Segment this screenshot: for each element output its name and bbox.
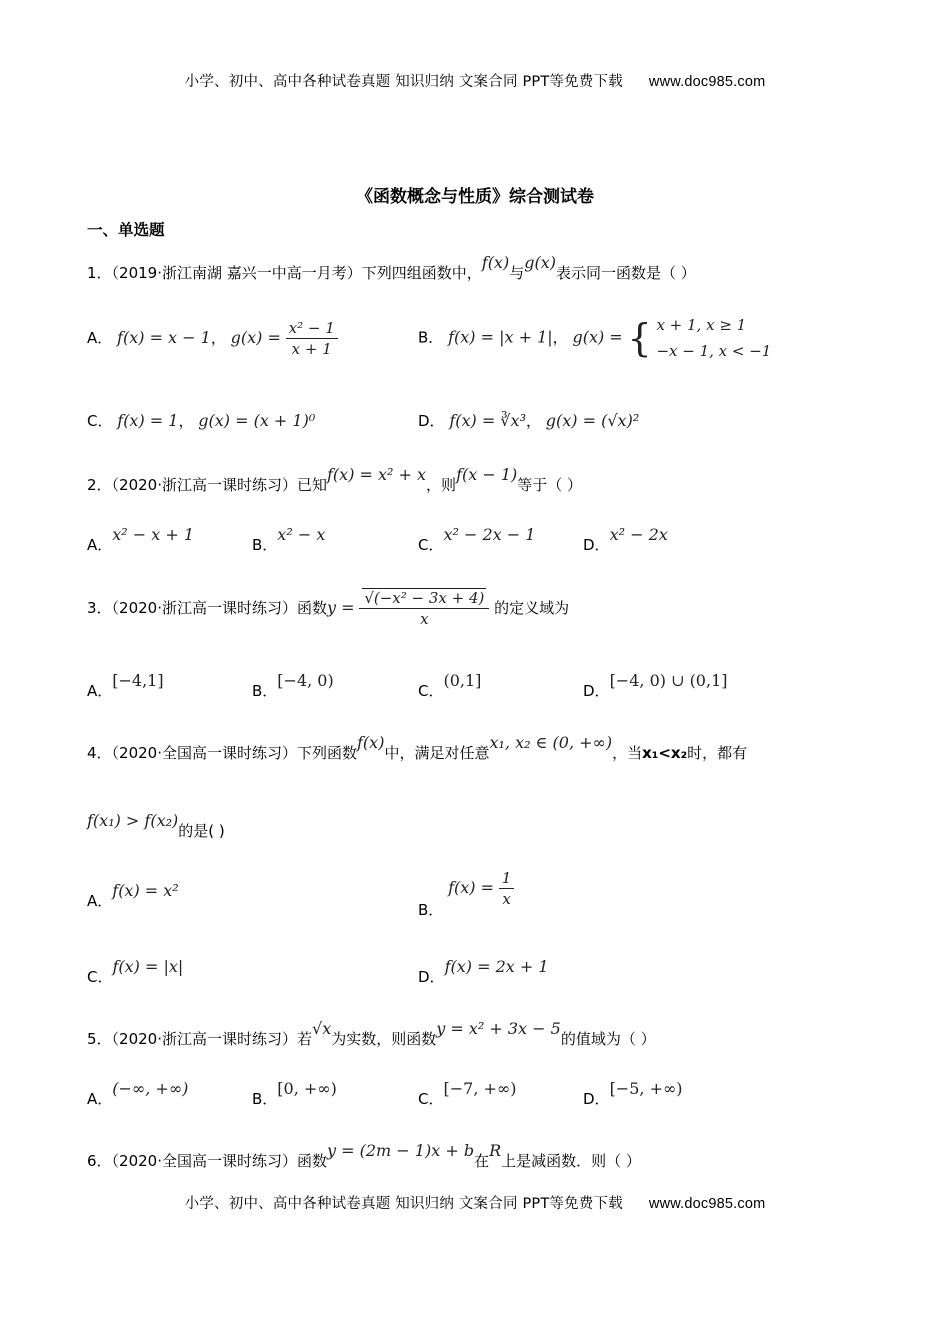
question-1-option-a[interactable]: A． f(x) = x − 1， g(x) = $\frac{\text{x² − 1}}{x + 1}$: [87, 318, 338, 359]
left-brace: {: [627, 316, 652, 360]
question-2-option-d[interactable]: D．x² − 2x: [583, 525, 668, 554]
math-g: g(x): [524, 253, 556, 272]
question-4-option-b[interactable]: B． f(x) = $\frac{1}{x}$: [418, 868, 514, 909]
question-5-option-b[interactable]: B．[0, +∞): [252, 1079, 337, 1108]
question-3-option-c[interactable]: C．(0,1]: [418, 671, 482, 700]
question-2-option-c[interactable]: C．x² − 2x − 1: [418, 525, 536, 554]
question-4-stem-cont: f(x₁) > f(x₂)的是( ): [87, 811, 225, 840]
question-3-option-b[interactable]: B．[−4, 0): [252, 671, 334, 700]
question-2-option-a[interactable]: A．x² − x + 1: [87, 525, 195, 554]
question-5-option-a[interactable]: A．(−∞, +∞): [87, 1079, 189, 1108]
question-6-stem: 6．（2020·全国高一课时练习）函数y = (2m − 1)x + b在R上是减函数．则（ ）: [87, 1141, 641, 1170]
question-1-option-d[interactable]: D． f(x) = ∛x³， g(x) = (√x)²: [418, 411, 640, 430]
question-4-stem: 4．（2020·全国高一课时练习）下列函数f(x)中，满足对任意x₁, x₂ ∈ (0, +∞)，当x₁<x₂时，都有: [87, 733, 748, 762]
question-1-option-c[interactable]: C． f(x) = 1， g(x) = (x + 1)⁰: [87, 411, 316, 430]
question-1-stem: 1．（2019·浙江南湖 嘉兴一中高一月考）下列四组函数中，f(x)与g(x)表示同一函数是（ ）: [87, 253, 696, 282]
question-2-stem: 2．（2020·浙江高一课时练习）已知f(x) = x² + x，则f(x − 1)等于（ ）: [87, 465, 583, 494]
question-4-option-d[interactable]: D．f(x) = 2x + 1: [418, 957, 549, 986]
page-header: [0, 70, 950, 91]
question-4-option-c[interactable]: C．f(x) = |x|: [87, 957, 184, 986]
fraction: $\frac{1}{x}$: [499, 868, 515, 909]
footer-text: 小学、初中、高中各种试卷真题 知识归纳 文案合同 PPT等免费下载: [184, 1196, 623, 1212]
header-url[interactable]: www.doc985.com: [648, 74, 766, 90]
question-4-option-a[interactable]: A．f(x) = x²: [87, 881, 179, 910]
question-5-stem: 5．（2020·浙江高一课时练习）若√x为实数，则函数y = x² + 3x − 5的值域为（ ）: [87, 1019, 656, 1048]
question-5-option-d[interactable]: D．[−5, +∞): [583, 1079, 683, 1108]
fraction: $\frac{\text{x² − 1}}{x + 1}$: [286, 318, 338, 359]
question-3-stem: 3．（2020·浙江高一课时练习）函数y = $\frac{\text{√(−x² − 3x + 4)}}{x}$ 的定义域为: [87, 589, 570, 628]
fraction: $\frac{\text{√(−x² − 3x + 4)}}{x}$: [359, 588, 489, 629]
footer-url[interactable]: www.doc985.com: [648, 1196, 766, 1212]
section-heading: 一、单选题: [87, 221, 165, 239]
question-5-option-c[interactable]: C．[−7, +∞): [418, 1079, 517, 1108]
question-1-option-b[interactable]: B． f(x) = |x + 1|， g(x) = { x + 1, x ≥ 1 −x − 1, x < −1: [418, 312, 771, 364]
question-2-option-b[interactable]: B．x² − x: [252, 525, 326, 554]
page-footer: [0, 1192, 950, 1213]
question-3-option-d[interactable]: D．[−4, 0) ∪ (0,1]: [583, 671, 728, 700]
piecewise-cases: x + 1, x ≥ 1 −x − 1, x < −1: [656, 316, 772, 360]
question-3-option-a[interactable]: A．[−4,1]: [87, 671, 164, 700]
page-title: 《函数概念与性质》综合测试卷: [356, 187, 594, 207]
header-text: 小学、初中、高中各种试卷真题 知识归纳 文案合同 PPT等免费下载: [184, 74, 623, 90]
math-f: f(x): [481, 253, 510, 272]
